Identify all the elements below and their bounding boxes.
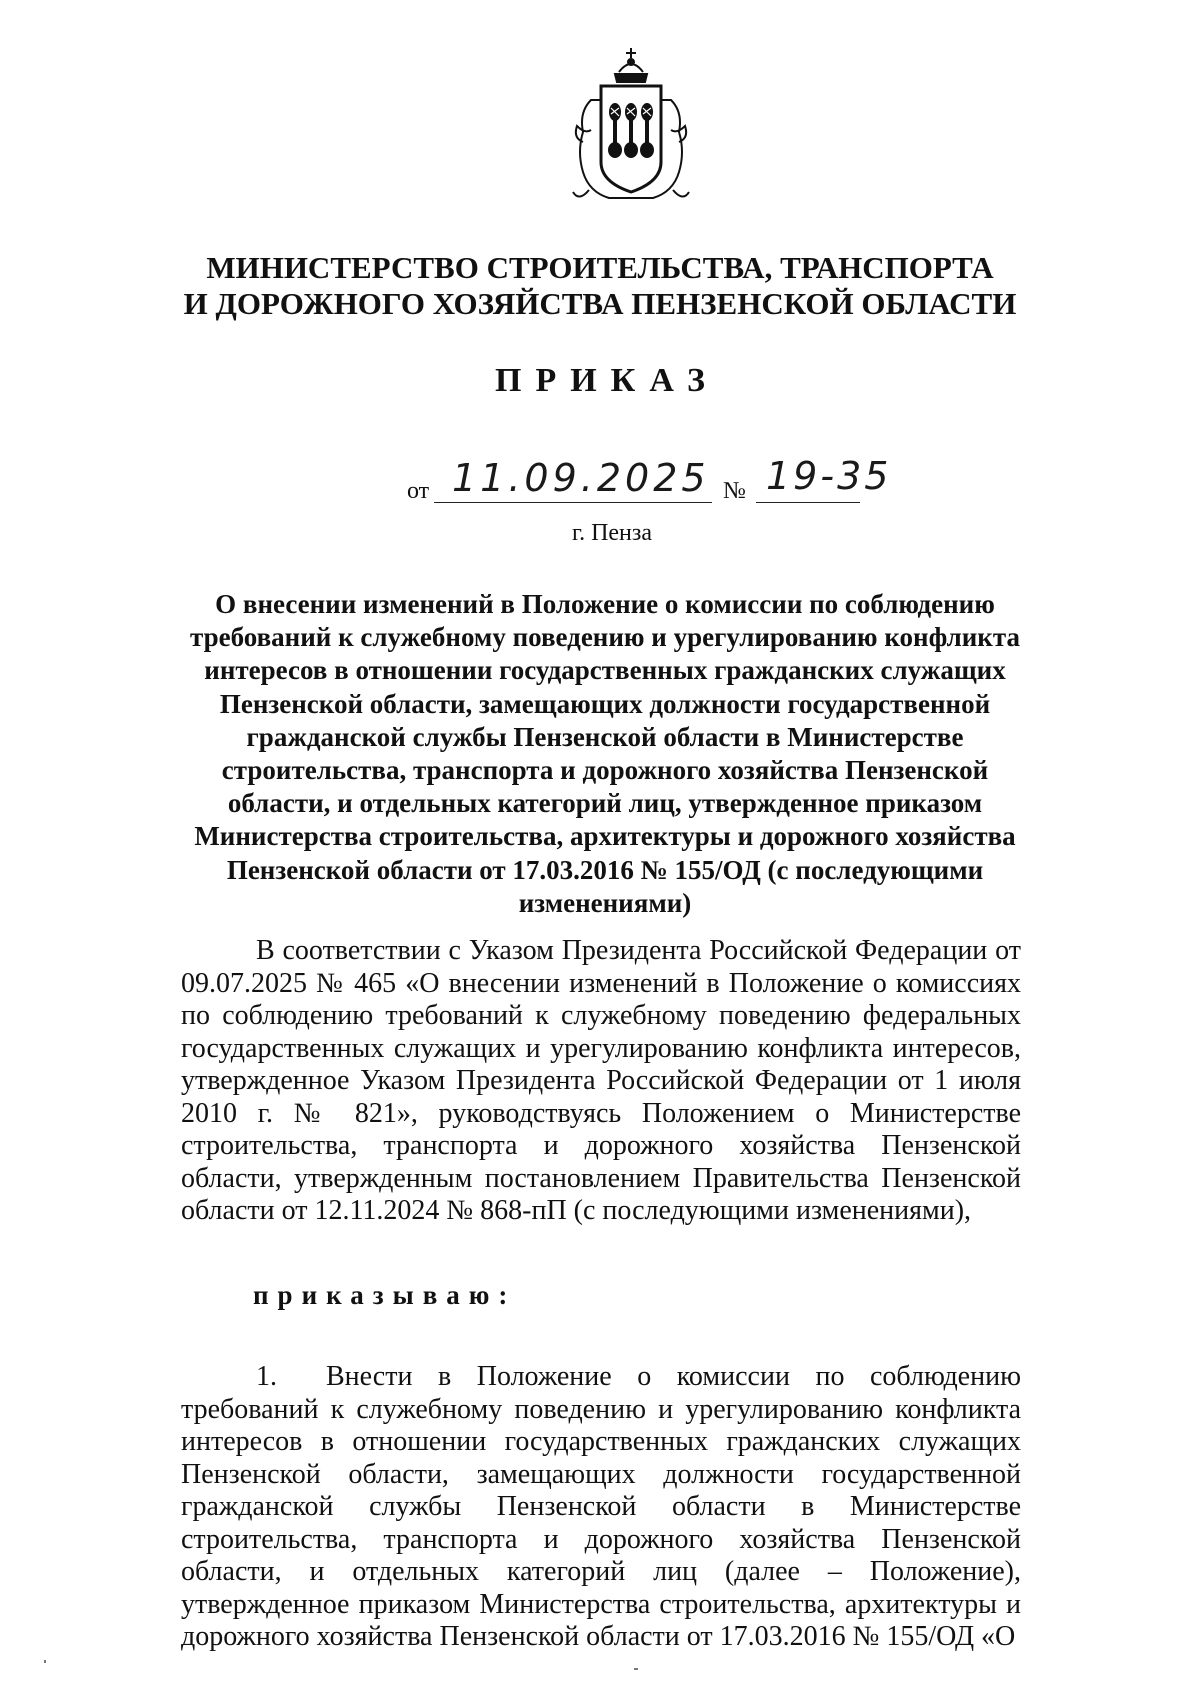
ministry-name-line1: МИНИСТЕРСТВО СТРОИТЕЛЬСТВА, ТРАНСПОРТА [206, 250, 994, 285]
penza-oblast-coat-of-arms-icon [569, 42, 693, 210]
ministry-name-line2: И ДОРОЖНОГО ХОЗЯЙСТВА ПЕНЗЕНСКОЙ ОБЛАСТИ [183, 286, 1017, 321]
city: г. Пенза [571, 520, 653, 546]
date-prefix: от [407, 478, 430, 504]
number-underline [756, 502, 860, 503]
handwritten-date: 11.09.2025 [452, 456, 710, 500]
item-1-paragraph [181, 1361, 1021, 1654]
decree-word: приказываю: [253, 1280, 517, 1310]
date-underline [434, 502, 712, 503]
order-subject: О внесении изменений в Положение о комиссии по соблюдению требований к служебному поведению и урегулированию конфликта интересов в отношении государственных гражданских служащих Пензенской области, замещающих должности государственной гражданской службы Пензенской области в Министерстве строительства, транспорта и дорожного хозяйства Пензенской области, и отдельных категорий лиц, утвержденное приказом Министерства строительства, архитектуры и дорожного хозяйства Пензенской области от 17.03.2016 № 155/ОД (с последующими изменениями) [190, 589, 1020, 918]
number-prefix: № [723, 478, 746, 504]
scan-artifact [44, 1660, 46, 1663]
item-1-text: Внести в Положение о комиссии по соблюдению требований к служебному поведению и урегулированию конфликта интересов в отношении государственных гражданских служащих Пензенской области, замещающих должности государственной гражданской службы Пензенской области в Министерстве строительства, транспорта и дорожного хозяйства Пензенской области, и отдельных категорий лиц (далее – Положение), утвержденное приказом Министерства строительства, архитектуры и дорожного хозяйства Пензенской области от 17.03.2016 № 155/ОД «О [181, 1361, 1021, 1652]
item-1-number: 1. [256, 1361, 277, 1392]
preamble-paragraph: В соответствии с Указом Президента Российской Федерации от 09.07.2025 № 465 «О внесении изменений в Положение о комиссиях по соблюдению требований к служебному поведению федеральных государственных служащих и урегулированию конфликта интересов, утвержденное Указом Президента Российской Федерации от 1 июля 2010 г. № 821», руководствуясь Положением о Министерстве строительства, транспорта и дорожного хозяйства Пензенской области, утвержденным постановлением Правительства Пензенской области от 12.11.2024 № 868-пП (с последующими изменениями), [181, 935, 1021, 1226]
document-type: ПРИКАЗ [495, 362, 719, 399]
handwritten-number: 19-35 [766, 454, 892, 498]
scan-artifact [634, 1668, 638, 1670]
